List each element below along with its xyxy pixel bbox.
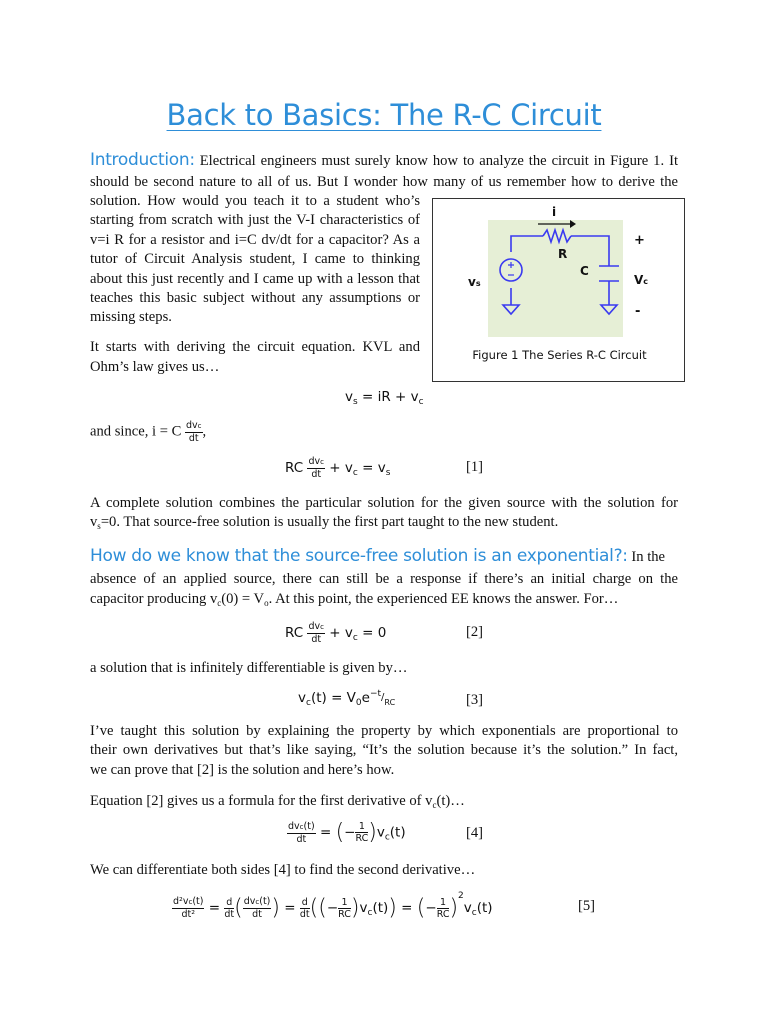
- intro-line-4: starting from scratch with just the V-I characteristics of: [90, 212, 420, 228]
- equation-2: RC $\frac{\text{dvc}}{dt}$ + $v_c = 0$: [285, 621, 387, 645]
- equation-5-tag: [5]: [578, 898, 596, 914]
- intro-line-7: about this just recently and I came up with a lesson that: [90, 271, 420, 287]
- paragraph-7: We can differentiate both sides [4] to find the second derivative…: [90, 862, 476, 878]
- intro-line-9: missing steps.: [90, 309, 172, 325]
- section-2-line-1: absence of an applied source, there can still be a response if there’s an initial charge on the: [90, 571, 678, 587]
- paragraph-5-line-2: their own derivatives but that’s like saying, “It’s the solution because it’s the solution.” In fact,: [90, 742, 678, 758]
- equation-kvl: $v_s$ = iR + $v_c$: [345, 389, 424, 407]
- equation-5: $\frac{\text{d²vc(t)}}{\text{dt²}}$ = $\frac{d}{dt}$ ( $\frac{\text{dvc(t)}}{dt}$ ) = $\frac{d}{dt}$ ((− $\frac{1}{RC}$ )$v_c(t)$) = (− $\frac{1}{RC}$ )$^2v_c(t)$: [173, 891, 493, 921]
- source-voltage-label: vs: [468, 275, 481, 289]
- page-title: Back to Basics: The R-C Circuit: [166, 98, 602, 132]
- equation-3: $v_c(t) = V_0e^{-t}/_{RC}$: [298, 689, 396, 708]
- figure-1: [432, 198, 685, 382]
- intro-line-1: [90, 151, 678, 170]
- intro-line-6: tutor of Circuit Analysis student, I came to thinking: [90, 251, 420, 267]
- capacitor-voltage-label: Vc: [634, 273, 649, 287]
- equation-1: RC $\frac{\text{dvc}}{dt}$ + $v_c = v_s$: [285, 456, 391, 480]
- current-label: i: [552, 205, 557, 219]
- plus-sign: +: [634, 233, 645, 248]
- since-line: and since, i = C $\frac{\text{dvc}}{dt}$ ,: [90, 420, 207, 444]
- resistor-label: R: [558, 247, 568, 261]
- paragraph-3-line-1: A complete solution combines the particular solution for the given source with the solution for: [90, 495, 678, 511]
- paragraph-6: Equation [2] gives us a formula for the first derivative of $v_c(t)\dots$: [90, 793, 465, 810]
- section-2-heading-line: How do we know that the source-free solution is an exponential?: In the: [90, 546, 666, 566]
- wire-top-left: [511, 236, 543, 252]
- resistor-symbol: [543, 230, 571, 242]
- equation-4-tag: [4]: [466, 825, 484, 841]
- equation-4: $\frac{\text{dvc(t)}}{dt}$ = (− $\frac{1}{RC}$ )$v_c(t)$: [288, 820, 406, 845]
- section-2-heading: How do we know that the source-free solution is an exponential?:: [90, 546, 628, 566]
- intro-heading: Introduction:: [90, 150, 195, 170]
- paragraph-3-line-2: $v_s=0$. That source-free solution is usually the first part taught to the new student.: [90, 514, 559, 531]
- intro-line-3: solution. How would you teach it to a student who’s: [90, 193, 420, 209]
- intro-text: Electrical engineers must surely know how to analyze the circuit in Figure 1. It: [199, 153, 678, 169]
- ground-left-icon: [503, 305, 519, 314]
- section-2-line-2: capacitor producing $v_c(0) = V_o$. At this point, the experienced EE knows the answer. For…: [90, 591, 619, 608]
- wire-top-right: [571, 236, 609, 266]
- paragraph-4: a solution that is infinitely differentiable is given by…: [90, 660, 408, 676]
- since-fraction: $\frac{\text{dvc}}{dt}$: [185, 420, 202, 444]
- capacitor-label: C: [580, 264, 589, 278]
- kvl-line-2: Ohm’s law gives us…: [90, 359, 220, 375]
- equation-2-tag: [2]: [466, 624, 484, 640]
- intro-line-8: teaches this basic subject without any assumptions or: [90, 290, 420, 306]
- intro-line-5: v=i R for a resistor and i=C dv/dt for a capacitor? As a: [90, 232, 420, 248]
- kvl-line-1: It starts with deriving the circuit equation. KVL and: [90, 339, 420, 355]
- paragraph-5-line-3: we can prove that [2] is the solution and here’s how.: [90, 762, 395, 778]
- capacitor-symbol: [599, 266, 619, 281]
- paragraph-5-line-1: I’ve taught this solution by explaining the property by which exponentials are proportional to: [90, 723, 678, 739]
- ground-right-icon: [601, 305, 617, 314]
- minus-sign: -: [635, 304, 641, 319]
- equation-3-tag: [3]: [466, 692, 484, 708]
- equation-1-tag: [1]: [466, 459, 484, 475]
- intro-line-2: should be second nature to all of us. But I wonder how many of us remember how to derive the: [90, 174, 678, 190]
- figure-caption: Figure 1 The Series R-C Circuit: [472, 348, 647, 362]
